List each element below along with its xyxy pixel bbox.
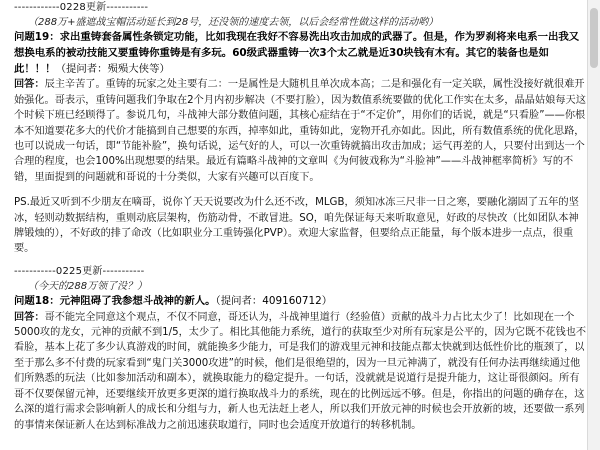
question-block: [14, 30, 588, 77]
answer-label: 回答：: [14, 311, 45, 323]
answer-label: 回答：: [14, 79, 45, 91]
update-divider: ------------0228更新-----------: [14, 2, 149, 13]
question-text: 元神阻碍了我参想斗战神的新人。: [59, 294, 216, 307]
vertical-scrollbar[interactable]: [587, 0, 600, 450]
question-block: [14, 294, 588, 310]
scrollbar-thumb[interactable]: [590, 8, 598, 68]
question-text: 求出重铸套备属性条锁定功能，比如我现在我好不容易洗出攻击加成的武器了。但是，作为罗刹将来电系一出我又想换电系的被动技能又要重铸你重铸是有多玩。60级武器重铸一次3个太乙就是近30块钱有木有。其它的装备也是如此！！！: [14, 31, 580, 75]
answer-block: [14, 77, 588, 185]
ps-paragraph: PS.最近又听到不少朋友在嘀哥，说你丫天天说要改为什么还不改，MLGB，须知冰冻三尺非一日之寒，要融化溺固了五年的坚冰，轻则动数据结构，重则动底层架构，伤筋动骨，不敢冒进。SO，咱先保证每天来听取意见，好政的尽快改（比如团队本神牌锻烛的），不好政的排了命改（比如职业分工重铸强化PVP）。欢迎大家监督，但要给点正能量，每个版本进步一点点，很重要。: [14, 197, 579, 255]
asker-credit: （提问者：殒殒大侠等）: [55, 62, 170, 75]
update-divider: -----------0225更新-----------: [14, 265, 145, 277]
answer-text: 辰主辛苦了。重铸的玩家之处主要有二：一是属性是大随机且单次成本高；二是和强化有一定关联，属性没接好就很难开始强化。哥表示，重铸问题我们争取在2个月内初步解决（不要打脸），因为数值系统要做的优化工作实在太多，晶晶姑娘每天这个时候下班已经顾得了。参说几句，斗战神大部分数值问题，其核心症结在于“不定价”，用你们的话说，就是“只看脸”——你根本不知道要花多大的代价才能搞到自己想要的东西，掉率如此，重铸如此，宠物开孔亦如此。因此，所有数值系统的优化思路，也可以说成一句话，即“节能补脸”，换句话说，运气好的人，可以一次重铸就搞出攻击加成；运气再差的人，只要付出到达一个合理的程度，也会100%出现想要的结果。最近有篇略斗战神的文章叫《为何彼戏称为“斗脸神”——斗战神框率简析》写的不错，里面提到的问题就和哥说的十分类似，大家有兴趣可以百度下。: [14, 79, 586, 183]
question-label: 问题18：: [14, 294, 60, 307]
event-note: （288万+盛遮战宝帽活动延长到28号，还没领的速度去领，以后会经常性做这样的活动哟）: [28, 17, 439, 28]
update-section-0228: [14, 1, 588, 257]
question-label: 问题19：: [14, 31, 60, 43]
section-spacer: [14, 257, 588, 264]
update-section-0225: [14, 265, 588, 433]
event-note: （今天的288万领了没？）: [28, 280, 148, 292]
answer-text: 哥不能完全同意这个观点，不仅不同意，哥还认为，斗战神里道行（经验值）贡献的战斗力占比太少了！比如现在一个5000攻的龙女，元神的贡献不到1/5，太少了。相比其他能力系统，道行的获取至少对所有玩家是公平的，因为它既不花钱也不看脸，基本上花了多少认真游戏的时间，就能换多少能力，可是我们的游戏里元神和技能点都太快就到达低性价比的瓶颈了，以至于那么多不付费的玩家看到“鬼门关3000攻进”的时候，他们是很绝望的，因为一旦元神满了，就没有任何办法再继续通过他们所熟悉的玩法（比如参加活动和副本），就换取能力的稳定提升。一句话，没就就是说道行是提升能力，这让哥很颜闷。所有哥不仅要保留元神，还要继续开放更多更深的道行换取战斗力的系统，现在的比例远远不够。但是，你指出的问题的确存在，这么深的道行需求会影响新人的成长和分组与力，新人也无法赶上老人，所以我们开放元神的时候也会开放新的坡，还要做一系列的事情来保证新人在达到标准战力之前迅速获取道行，同时也会适度开放道行的转移机制。: [14, 311, 587, 431]
answer-block: [14, 310, 588, 433]
asker-credit: （提问者：409160712）: [215, 294, 333, 307]
